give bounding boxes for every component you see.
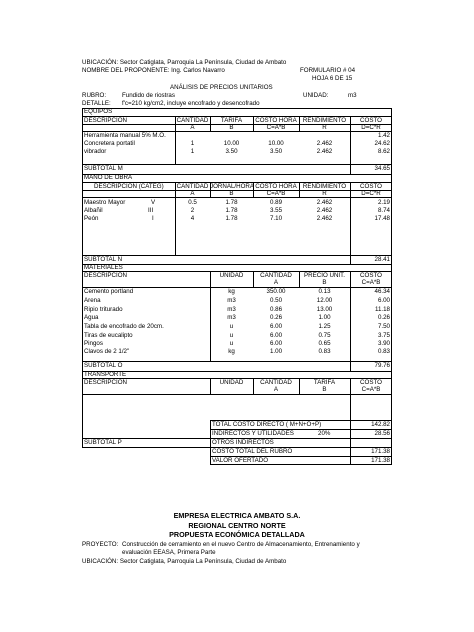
mano-obra-letter-r: R (322, 190, 327, 197)
equipos-row-costo: 8.62 (377, 148, 390, 155)
materiales-header-descripcion: DESCRIPCION (84, 272, 127, 279)
transporte-header-unidad: UNIDAD (219, 379, 244, 386)
materiales-subtotal-label: SUBTOTAL O (84, 362, 123, 369)
materiales-title: MATERIALES (84, 264, 123, 271)
transporte-letter-c: C=A*B (361, 386, 381, 393)
materiales-row-costo: 46.34 (374, 288, 390, 295)
mano-obra-header-descripcion: DESCRIPCION (CATEG) (94, 183, 164, 190)
equipos-letter-c: C=A*B (266, 124, 286, 131)
mano-obra-letter-d: D=C*R (361, 190, 381, 197)
mano-obra-row-rendimiento: 2.462 (316, 215, 333, 222)
detalle-value: f'c=210 kg/cm2, incluye encofrado y desencofrado (122, 100, 260, 107)
materiales-row-costo: 6.00 (377, 297, 390, 304)
totales-label: OTROS INDIRECTOS (212, 439, 274, 446)
materiales-row-descripcion: Ripio triturado (84, 306, 123, 313)
materiales-row-unidad: u (229, 323, 234, 330)
equipos-row-costo: 24.62 (374, 140, 390, 147)
materiales-row-cantidad: 0.86 (269, 306, 283, 313)
proyecto-line-2: evaluación EEASA, Primera Parte (122, 549, 216, 556)
equipos-row-rendimiento: 2.462 (316, 140, 333, 147)
mano-obra-subtotal-label: SUBTOTAL N (84, 256, 123, 263)
materiales-row-unidad: kg (228, 288, 235, 295)
materiales-row-costo: 3.90 (377, 340, 390, 347)
mano-obra-header-costo-hora: COSTO HORA (255, 183, 297, 190)
unidad-label: UNIDAD: (303, 92, 329, 99)
equipos-row-costo-hora: 10.00 (268, 140, 284, 147)
detalle-label: DETALLE: (82, 100, 111, 107)
mano-obra-row-descripcion: Maestro Mayor (84, 199, 126, 206)
mano-obra-row-jornal: 1.78 (225, 215, 238, 222)
ubicacion-line: UBICACIÓN: Sector Catiglata, Parroquia La Península, Ciudad de Ambato (82, 59, 287, 66)
materiales-header-unidad: UNIDAD (219, 272, 244, 279)
equipos-row-cantidad: 1 (190, 140, 195, 147)
materiales-row-costo: 0.26 (377, 314, 390, 321)
materiales-row-unidad: kg (228, 348, 235, 355)
mano-obra-row-costo: 8.74 (377, 207, 390, 214)
materiales-row-costo: 7.50 (377, 323, 390, 330)
mano-obra-row-cantidad: 4 (190, 215, 195, 222)
totales-value: 171.38 (371, 457, 390, 464)
mano-obra-row-categoria: III (148, 207, 154, 214)
materiales-letter-c: C=A*B (361, 279, 381, 286)
mano-obra-header-costo: COSTO (360, 183, 382, 190)
totales-value: 28.56 (374, 430, 390, 437)
transporte-header-descripcion: DESCRIPCION (84, 379, 127, 386)
mano-obra-letter-c: C=A*B (266, 190, 286, 197)
mano-obra-row-costo: 2.19 (377, 199, 390, 206)
propuesta-title: PROPUESTA ECONÓMICA DETALLADA (169, 530, 305, 539)
materiales-row-descripcion: Tabla de encofrado de 20cm. (84, 323, 164, 330)
mano-obra-header-jornal: JORNAL/HORA (210, 183, 255, 190)
materiales-row-precio: 0.13 (318, 288, 331, 295)
mano-obra-subtotal-value: 28.41 (374, 256, 390, 263)
mano-obra-row-jornal: 1.78 (225, 207, 238, 214)
mano-obra-row-jornal: 1.78 (225, 199, 238, 206)
materiales-row-costo: 3.75 (377, 332, 390, 339)
equipos-letter-b: B (229, 124, 234, 131)
equipos-letter-a: A (190, 124, 195, 131)
equipos-row-costo: 1.42 (377, 132, 390, 139)
equipos-subtotal-label: SUBTOTAL M (84, 165, 123, 172)
materiales-row-descripcion: Arena (84, 297, 101, 304)
mano-obra-row-costo-hora: 0.89 (269, 199, 283, 206)
materiales-row-unidad: m3 (227, 314, 236, 321)
mano-obra-title: MANO DE OBRA (84, 174, 133, 181)
equipos-row-cantidad: 1 (190, 148, 195, 155)
equipos-subtotal-value: 34.65 (374, 165, 390, 172)
materiales-row-cantidad: 6.00 (269, 332, 283, 339)
mano-obra-letter-a: A (190, 190, 195, 197)
equipos-header-costo: COSTO (360, 117, 382, 124)
materiales-header-precio: PRECIO UNIT. (304, 272, 345, 279)
proyecto-line-1: Construcción de cerramiento en el nuevo Centro de Almacenamiento, Entrenamiento y (122, 541, 360, 548)
equipos-row-tarifa: 10.00 (223, 140, 240, 147)
equipos-row-tarifa: 3.50 (225, 148, 238, 155)
materiales-row-precio: 12.00 (316, 297, 333, 304)
mano-obra-row-descripcion: Peón (84, 215, 99, 222)
materiales-header-cantidad: CANTIDAD (260, 272, 292, 279)
empresa-title: EMPRESA ELECTRICA AMBATO S.A. (173, 511, 301, 520)
totales-label: TOTAL COSTO DIRECTO ( M+N+O+P) (212, 421, 322, 428)
transporte-letter-b: B (322, 386, 327, 393)
materiales-row-costo: 11.18 (374, 306, 390, 313)
totales-value: 171.38 (371, 448, 390, 455)
equipos-header-tarifa: TARIFA (220, 117, 243, 124)
equipos-row-costo-hora: 3.50 (269, 148, 283, 155)
mano-obra-row-cantidad: 0.5 (188, 199, 197, 206)
equipos-header-descripcion: DESCRIPCION (84, 117, 127, 124)
materiales-header-costo: COSTO (360, 272, 382, 279)
transporte-header-costo: COSTO (360, 379, 382, 386)
equipos-row-rendimiento: 2.462 (316, 148, 333, 155)
equipos-row-descripcion: vibrador (84, 148, 107, 155)
materiales-row-descripcion: Agua (84, 314, 99, 321)
materiales-row-precio: 0.65 (318, 340, 331, 347)
materiales-row-cantidad: 6.00 (269, 323, 283, 330)
materiales-letter-b: B (322, 279, 327, 286)
totales-label: COSTO TOTAL DEL RUBRO (212, 448, 293, 455)
totales-value: 142.82 (371, 421, 390, 428)
materiales-row-descripcion: Clavos de 2 1/2" (84, 348, 130, 355)
materiales-subtotal-value: 79.76 (374, 362, 390, 369)
formulario-label: FORMULARIO # 04 (300, 67, 356, 74)
materiales-row-cantidad: 350.00 (266, 288, 286, 295)
unidad-value: m3 (348, 92, 357, 99)
mano-obra-letter-b: B (229, 190, 234, 197)
mano-obra-header-cantidad: CANTIDAD (176, 183, 209, 190)
transporte-header-cantidad: CANTIDAD (260, 379, 292, 386)
equipos-letter-d: D=C*R (361, 124, 381, 131)
mano-obra-row-costo: 17.48 (374, 215, 390, 222)
materiales-row-unidad: u (229, 340, 234, 347)
equipos-header-costo-hora: COSTO HORA (255, 117, 297, 124)
transporte-header-tarifa: TARIFA (313, 379, 336, 386)
materiales-row-unidad: m3 (227, 297, 236, 304)
materiales-row-cantidad: 0.50 (269, 297, 283, 304)
materiales-row-precio: 0.83 (318, 348, 331, 355)
materiales-row-costo: 0.83 (377, 348, 390, 355)
materiales-row-unidad: u (229, 332, 234, 339)
equipos-header-rendimiento: RENDIMIENTO (302, 117, 347, 124)
analisis-title: ANÁLISIS DE PRECIOS UNITARIOS (170, 84, 273, 91)
totales-label: VALOR OFERTADO (212, 457, 269, 464)
mano-obra-row-descripcion: Albañil (84, 207, 103, 214)
materiales-letter-a: A (273, 279, 279, 286)
rubro-value: Fundido de riostras (122, 92, 175, 99)
proyecto-label: PROYECTO: (82, 541, 119, 548)
materiales-row-cantidad: 1.00 (269, 348, 283, 355)
equipos-letter-r: R (322, 124, 327, 131)
materiales-row-precio: 13.00 (316, 306, 333, 313)
footer-ubicacion: UBICACIÓN: Sector Catiglata, Parroquia La Península, Ciudad de Ambato (82, 558, 287, 565)
equipos-row-descripcion: Concretera portatil (84, 140, 135, 147)
materiales-row-precio: 0.75 (318, 332, 331, 339)
regional-title: REGIONAL CENTRO NORTE (188, 521, 286, 530)
materiales-row-precio: 1.25 (318, 323, 331, 330)
materiales-row-unidad: m3 (227, 306, 236, 313)
materiales-row-descripcion: Tiras de eucalipto (84, 332, 133, 339)
hoja-label: HOJA 6 DE 15 (312, 75, 353, 82)
mano-obra-row-categoria: I (152, 215, 154, 222)
totales-label: INDIRECTOS Y UTILIDADES (212, 430, 294, 437)
materiales-row-cantidad: 0.26 (269, 314, 283, 321)
materiales-row-descripcion: Cemento portland (84, 288, 134, 295)
mano-obra-row-cantidad: 2 (190, 207, 195, 214)
mano-obra-header-rendimiento: RENDIMIENTO (302, 183, 347, 190)
materiales-row-precio: 1.00 (318, 314, 331, 321)
rubro-label: RUBRO: (82, 92, 107, 99)
transporte-title: TRANSPORTE (84, 371, 127, 378)
transporte-letter-a: A (273, 386, 279, 393)
equipos-title: EQUIPOS (84, 108, 113, 115)
mano-obra-row-rendimiento: 2.462 (316, 199, 333, 206)
mano-obra-row-rendimiento: 2.462 (316, 207, 333, 214)
materiales-row-descripcion: Pingos (84, 340, 103, 347)
mano-obra-row-costo-hora: 3.55 (269, 207, 283, 214)
mano-obra-row-categoria: V (151, 199, 156, 206)
materiales-row-cantidad: 6.00 (269, 340, 283, 347)
equipos-row-descripcion: Herramienta manual 5% M.O. (84, 132, 166, 139)
equipos-header-cantidad: CANTIDAD (176, 117, 209, 124)
totales-pct: 20% (318, 430, 331, 437)
proponente-line: NOMBRE DEL PROPONENTE: Ing. Carlos Navarro (82, 67, 225, 74)
mano-obra-row-costo-hora: 7.10 (269, 215, 283, 222)
transporte-subtotal-label: SUBTOTAL P (84, 439, 122, 446)
